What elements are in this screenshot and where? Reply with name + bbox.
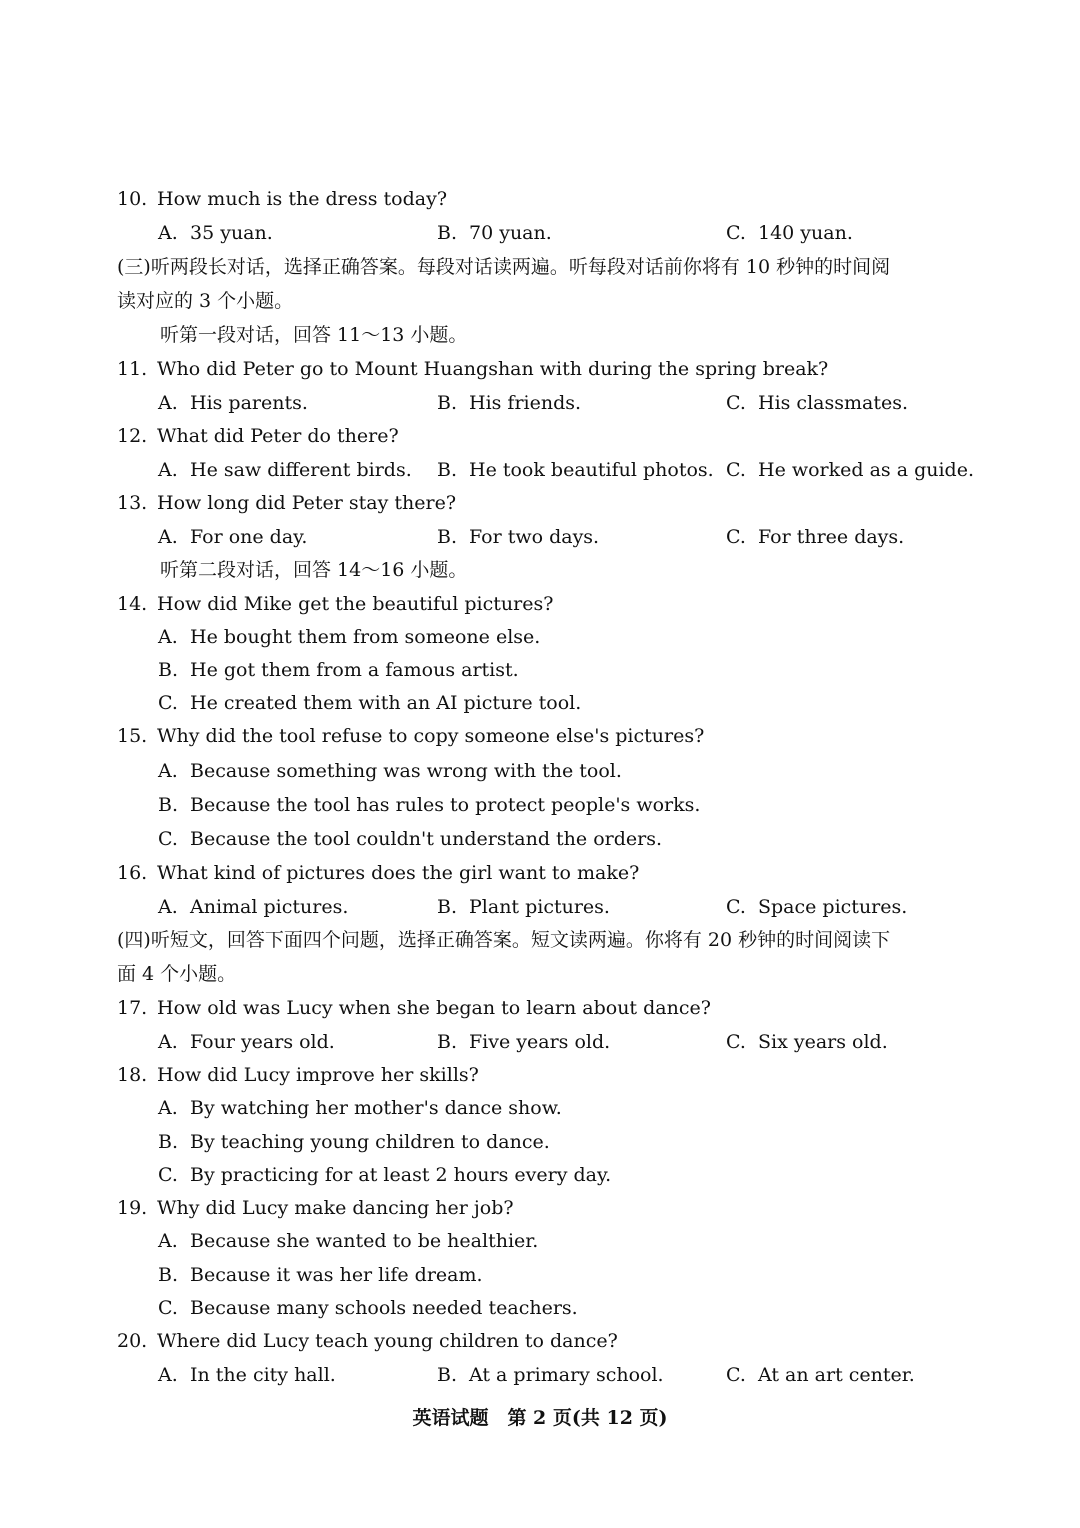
section-3-instruction-cont: 读对应的 3 个小题。 xyxy=(117,290,294,312)
option-a: A. He saw different birds. xyxy=(158,459,412,481)
option-c: C. Because many schools needed teachers. xyxy=(158,1297,578,1319)
option-c: C. He worked as a guide. xyxy=(726,459,975,481)
option-a: A. By watching her mother's dance show. xyxy=(158,1097,562,1119)
option-b: B. By teaching young children to dance. xyxy=(158,1131,550,1153)
option-b: B. Because the tool has rules to protect people's works. xyxy=(158,794,701,816)
question-number: 16. xyxy=(117,862,148,884)
option-b: B. Five years old. xyxy=(437,1031,611,1053)
option-a: A. Animal pictures. xyxy=(158,896,349,918)
question-text: How old was Lucy when she began to learn about dance? xyxy=(157,997,711,1019)
option-a: A. In the city hall. xyxy=(158,1364,336,1386)
question-15 xyxy=(117,723,704,749)
question-number: 14. xyxy=(117,593,148,615)
question-19 xyxy=(117,1195,514,1221)
option-a: A. Because she wanted to be healthier. xyxy=(158,1230,539,1252)
section-4-instruction-cont: 面 4 个小题。 xyxy=(117,963,237,985)
question-number: 15. xyxy=(117,725,148,747)
question-10 xyxy=(117,186,447,212)
option-a: A. Because something was wrong with the tool. xyxy=(158,760,622,782)
question-text: Why did Lucy make dancing her job? xyxy=(157,1197,514,1219)
option-a: A. 35 yuan. xyxy=(158,222,273,244)
question-12 xyxy=(117,423,399,449)
option-b: B. Because it was her life dream. xyxy=(158,1264,483,1286)
question-text: How did Lucy improve her skills? xyxy=(157,1064,479,1086)
question-text: How long did Peter stay there? xyxy=(157,492,456,514)
option-b: B. Plant pictures. xyxy=(437,896,610,918)
option-c: C. Space pictures. xyxy=(726,896,908,918)
question-17 xyxy=(117,995,711,1021)
question-text: Where did Lucy teach young children to dance? xyxy=(157,1330,618,1352)
option-c: C. For three days. xyxy=(726,526,905,548)
question-13 xyxy=(117,490,456,516)
question-number: 20. xyxy=(117,1330,148,1352)
section-3-instruction: (三)听两段长对话，选择正确答案。每段对话读两遍。听每段对话前你将有 10 秒钟的时间阅 xyxy=(117,256,891,278)
option-c: C. Because the tool couldn't understand the orders. xyxy=(158,828,662,850)
option-b: B. He took beautiful photos. xyxy=(437,459,714,481)
option-b: B. At a primary school. xyxy=(437,1364,664,1386)
option-c: C. He created them with an AI picture tool. xyxy=(158,692,582,714)
option-c: C. By practicing for at least 2 hours every day. xyxy=(158,1164,612,1186)
option-c: C. His classmates. xyxy=(726,392,908,414)
option-c: C. 140 yuan. xyxy=(726,222,853,244)
question-text: Who did Peter go to Mount Huangshan with during the spring break? xyxy=(157,358,829,380)
page-footer: 英语试题 第 2 页(共 12 页) xyxy=(412,1407,668,1429)
question-text: How did Mike get the beautiful pictures? xyxy=(157,593,554,615)
option-c: C. At an art center. xyxy=(726,1364,915,1386)
option-c: C. Six years old. xyxy=(726,1031,888,1053)
option-a: A. Four years old. xyxy=(158,1031,335,1053)
question-16 xyxy=(117,860,639,886)
option-a: A. For one day. xyxy=(158,526,308,548)
question-number: 19. xyxy=(117,1197,148,1219)
question-text: How much is the dress today? xyxy=(157,188,448,210)
section-4-instruction: (四)听短文，回答下面四个问题，选择正确答案。短文读两遍。你将有 20 秒钟的时间阅读下 xyxy=(117,929,891,951)
question-text: What did Peter do there? xyxy=(157,425,399,447)
question-number: 11. xyxy=(117,358,148,380)
question-18 xyxy=(117,1062,479,1088)
dialogue-2-heading: 听第二段对话，回答 14～16 小题。 xyxy=(160,559,468,581)
dialogue-1-heading: 听第一段对话，回答 11～13 小题。 xyxy=(160,324,468,346)
question-text: What kind of pictures does the girl want to make? xyxy=(157,862,640,884)
option-b: B. His friends. xyxy=(437,392,582,414)
option-b: B. He got them from a famous artist. xyxy=(158,659,519,681)
question-14 xyxy=(117,591,553,617)
option-a: A. His parents. xyxy=(158,392,308,414)
option-b: B. 70 yuan. xyxy=(437,222,552,244)
question-text: Why did the tool refuse to copy someone else's pictures? xyxy=(157,725,705,747)
question-11 xyxy=(117,356,828,382)
option-b: B. For two days. xyxy=(437,526,600,548)
question-number: 12. xyxy=(117,425,148,447)
question-20 xyxy=(117,1328,618,1354)
question-number: 10. xyxy=(117,188,148,210)
option-a: A. He bought them from someone else. xyxy=(158,626,541,648)
question-number: 18. xyxy=(117,1064,148,1086)
question-number: 17. xyxy=(117,997,148,1019)
question-number: 13. xyxy=(117,492,148,514)
